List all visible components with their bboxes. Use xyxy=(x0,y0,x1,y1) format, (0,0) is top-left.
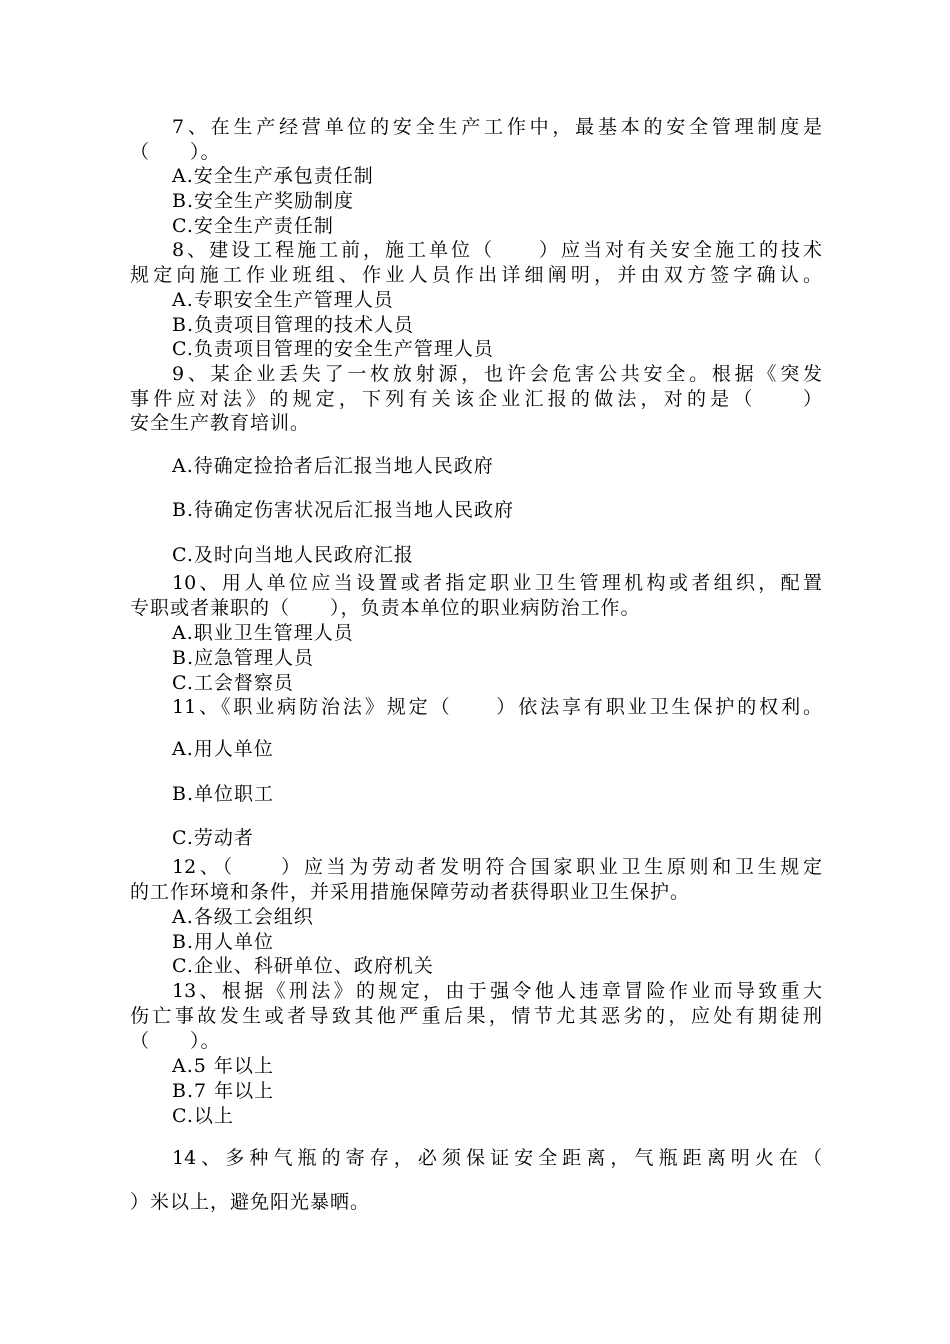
q14-stem-line-1: 14、多种气瓶的寄存，必须保证安全距离，气瓶距离明火在（ xyxy=(172,1147,822,1169)
q12-stem-line-1: 12、（ ）应当为劳动者发明符合国家职业卫生原则和卫生规定 xyxy=(172,856,822,878)
q12-stem-line-2: 的工作环境和条件，并采用措施保障劳动者获得职业卫生保护。 xyxy=(130,881,691,903)
q13-stem-line-3: （ ）。 xyxy=(130,1030,221,1052)
q7-option-c: C.安全生产责任制 xyxy=(172,215,334,237)
q8-option-c: C.负责项目管理的安全生产管理人员 xyxy=(172,338,494,360)
q7-stem-line-2: （ ）。 xyxy=(130,141,221,163)
q9-option-a: A.待确定捡拾者后汇报当地人民政府 xyxy=(172,455,494,477)
q10-option-c: C.工会督察员 xyxy=(172,672,294,694)
q7-stem-line-1: 7、在生产经营单位的安全生产工作中，最基本的安全管理制度是 xyxy=(172,116,822,138)
q8-stem-line-1: 8、建设工程施工前，施工单位（ ）应当对有关安全施工的技术 xyxy=(172,239,822,261)
q12-option-b: B.用人单位 xyxy=(172,931,275,953)
q11-option-c: C.劳动者 xyxy=(172,827,254,849)
q8-stem-line-2: 规定向施工作业班组、作业人员作出详细阐明，并由双方签字确认。 xyxy=(130,264,822,286)
q10-option-b: B.应急管理人员 xyxy=(172,647,315,669)
q9-stem-line-3: 安全生产教育培训。 xyxy=(130,412,311,434)
q11-option-b: B.单位职工 xyxy=(172,783,275,805)
q13-stem-line-1: 13、根据《刑法》的规定，由于强令他人违章冒险作业而导致重大 xyxy=(172,980,822,1002)
q13-option-a: A.5 年以上 xyxy=(172,1055,274,1077)
q11-option-a: A.用人单位 xyxy=(172,738,274,760)
q10-stem-line-2: 专职或者兼职的（ ），负责本单位的职业病防治工作。 xyxy=(130,597,641,619)
q9-stem-line-2: 事件应对法》的规定，下列有关该企业汇报的做法，对的是（ ） xyxy=(130,388,822,410)
q11-stem-line-1: 11、《职业病防治法》规定（ ）依法享有职业卫生保护的权利。 xyxy=(172,696,822,718)
q10-option-a: A.职业卫生管理人员 xyxy=(172,622,354,644)
q9-option-c: C.及时向当地人民政府汇报 xyxy=(172,544,414,566)
q9-stem-line-1: 9、某企业丢失了一枚放射源，也许会危害公共安全。根据《突发 xyxy=(172,363,822,385)
q9-option-b: B.待确定伤害状况后汇报当地人民政府 xyxy=(172,499,515,521)
q7-option-a: A.安全生产承包责任制 xyxy=(172,165,374,187)
q14-stem-line-2: ）米以上，避免阳光暴晒。 xyxy=(130,1191,371,1213)
q7-option-b: B.安全生产奖励制度 xyxy=(172,190,355,212)
q13-option-b: B.7 年以上 xyxy=(172,1080,275,1102)
q12-option-c: C.企业、科研单位、政府机关 xyxy=(172,955,434,977)
q13-stem-line-2: 伤亡事故发生或者导致其他严重后果，情节尤其恶劣的，应处有期徒刑 xyxy=(130,1005,822,1027)
q8-option-b: B.负责项目管理的技术人员 xyxy=(172,314,415,336)
q8-option-a: A.专职安全生产管理人员 xyxy=(172,289,394,311)
q13-option-c: C.以上 xyxy=(172,1105,234,1127)
q10-stem-line-1: 10、用人单位应当设置或者指定职业卫生管理机构或者组织，配置 xyxy=(172,572,822,594)
q12-option-a: A.各级工会组织 xyxy=(172,906,314,928)
